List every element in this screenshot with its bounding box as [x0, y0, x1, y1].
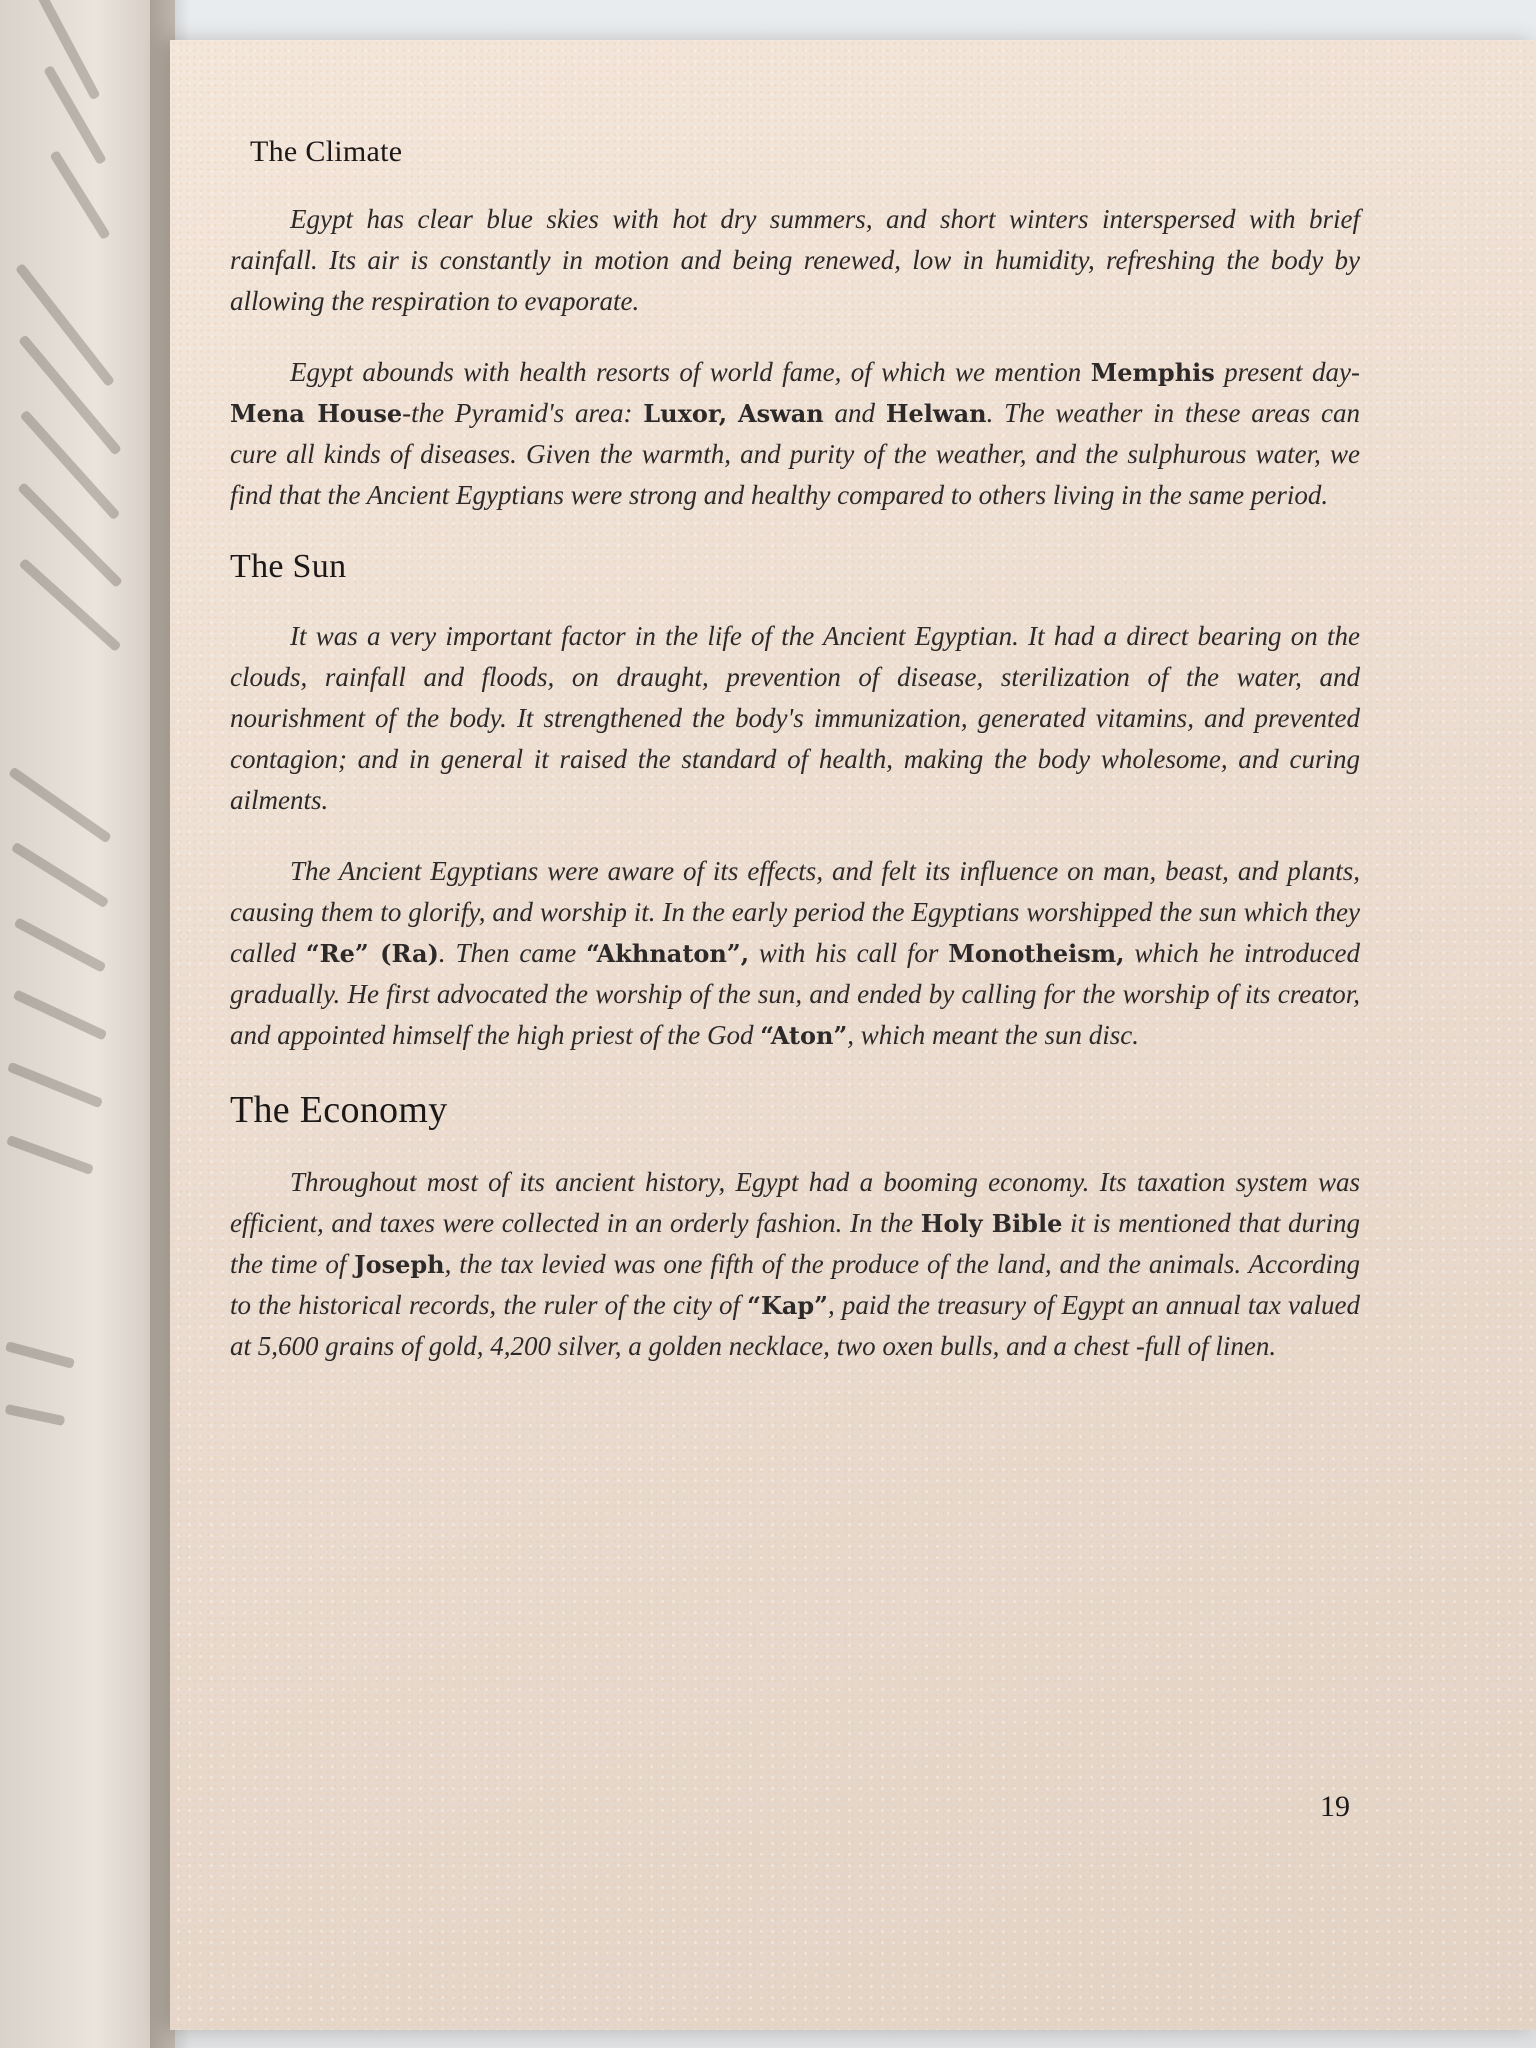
heading-climate: The Climate: [250, 135, 403, 168]
climate-paragraph-1: Egypt has clear blue skies with hot dry summers, and short winters interspersed with brief rainfall. Its air is constantly in motion and being renewed, low in humidity, refreshing the body by allowing the respiration to evaporate.: [230, 204, 1360, 316]
facing-page-edge: [0, 0, 175, 2048]
section-economy: [230, 1088, 1360, 1367]
facing-page-text-fragment: [14, 917, 107, 973]
facing-page-text-fragment: [8, 766, 112, 843]
facing-page-text-fragment: [13, 989, 108, 1040]
sun-paragraph-2: The Ancient Egyptians were aware of its effects, and felt its influence on man, beast, and plants, causing them to glorify, and worship it. In the early period the Egyptians worshipped the sun which they called “Re” (Ra). Then came “Akhnaton”, with his call for Monotheism, which he introduced gradually. He first advocated the worship of the sun, and ended by calling for the worship of its creator, and appointed himself the high priest of the God “Aton”, which meant the sun disc.: [230, 856, 1361, 1050]
economy-paragraph-1: Throughout most of its ancient history, Egypt had a booming economy. Its taxation system was efficient, and taxes were collected in an orderly fashion. In the Holy Bible it is mentioned that during the time of Joseph, the tax levied was one fifth of the produce of the land, and the animals. According to the historical records, the ruler of the city of “Kap”, paid the treasury of Egypt an annual tax valued at 5,600 grains of gold, 4,200 silver, a golden necklace, two oxen bulls, and a chest -full of linen.: [230, 1167, 1361, 1361]
facing-page-text-fragment: [7, 1062, 103, 1109]
sun-paragraph-1: It was a very important factor in the life of the Ancient Egyptian. It had a direct bearing on the clouds, rainfall and floods, on draught, prevention of disease, sterilization of the water, and nourishment of the body. It strengthened the body's immunization, generated vitamins, and prevented contagion; and in general it raised the standard of health, making the body wholesome, and curing ailments.: [230, 621, 1360, 815]
facing-page-text-fragment: [35, 0, 100, 100]
facing-page-text-fragment: [49, 150, 110, 240]
heading-sun: The Sun: [230, 548, 347, 585]
facing-page-text-fragment: [11, 842, 110, 909]
section-climate: [230, 135, 1360, 516]
facing-page-text-fragment: [5, 1341, 75, 1369]
page-number: 19: [1320, 1790, 1350, 1823]
facing-page-text-fragment: [43, 65, 107, 165]
facing-page-text-fragment: [5, 1404, 66, 1426]
facing-page-text-fragment: [6, 1135, 94, 1175]
facing-page-text-fragment: [18, 334, 122, 455]
page-content: [230, 135, 1360, 1399]
climate-paragraph-2: Egypt abounds with health resorts of world fame, of which we mention Memphis present day-Mena House-the Pyramid's area: Luxor, Aswan and Helwan. The weather in these areas can cure all kinds of diseases. Given the warmth, and purity of the weather, and the sulphurous water, we find that the Ancient Egyptians were strong and healthy compared to others living in the same period.: [230, 357, 1361, 510]
facing-page-text-fragment: [15, 263, 115, 387]
book-page: [170, 40, 1536, 2030]
heading-economy: The Economy: [230, 1089, 448, 1131]
section-sun: [230, 548, 1360, 1056]
